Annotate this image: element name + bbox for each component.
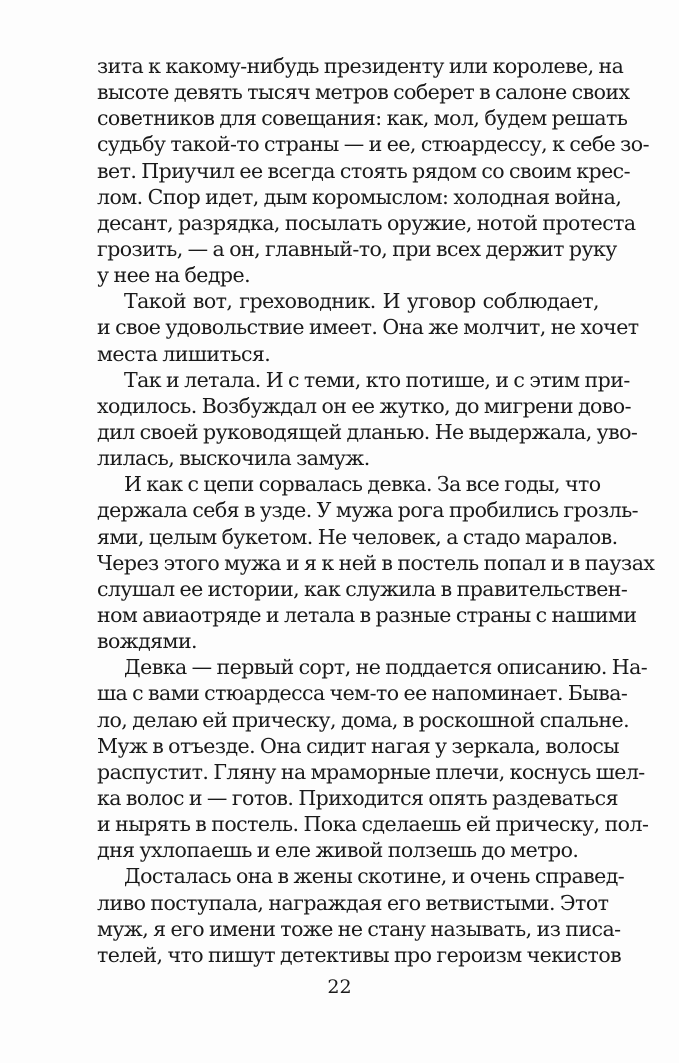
text-line: судьбу такой-то страны — и ее, стюардессу, к себе зо- <box>97 132 649 157</box>
text-line: ливо поступала, награждая его ветвистыми. Этот <box>97 890 609 915</box>
text-line: ка волос и — готов. Приходится опять раздеваться <box>97 785 618 810</box>
text-line: вет. Приучил ее всегда стоять рядом со своим крес- <box>97 158 630 183</box>
paragraph <box>97 53 649 288</box>
paragraph <box>97 471 655 654</box>
text-line: Такой вот, греховодник. И уговор соблюдает, <box>124 289 599 314</box>
text-line: телей, что пишут детективы про героизм чекистов <box>97 942 622 967</box>
text-line: вождями. <box>97 629 198 654</box>
text-line: Муж в отъезде. Она сидит нагая у зеркала, волосы <box>97 733 620 758</box>
text-line: ходилось. Возбуждал он ее жутко, до мигрени дово- <box>97 393 631 418</box>
paragraph <box>97 367 638 472</box>
text-line: ша с вами стюардесса чем-то ее напоминает. Быва- <box>97 681 628 706</box>
text-line: зита к какому-нибудь президенту или королеве, на <box>97 54 624 78</box>
text-line: Девка — первый сорт, не поддается описанию. На- <box>124 655 648 680</box>
text-line: места лишиться. <box>97 341 271 366</box>
text-line: ло, делаю ей прическу, дома, в роскошной спальне. <box>97 707 630 732</box>
body-text <box>97 53 655 968</box>
text-line: держала себя в узде. У мужа рога пробились грозль- <box>97 498 639 523</box>
paragraph <box>97 654 649 863</box>
text-line: советников для совещания: как, мол, будем решать <box>97 106 628 131</box>
text-line: лилась, выскочила замуж. <box>97 446 370 471</box>
text-line: и нырять в постель. Пока сделаешь ей прическу, пол- <box>97 812 649 837</box>
text-line: ями, целым букетом. Не человек, а стадо маралов. <box>97 524 618 549</box>
text-line: и свое удовольствие имеет. Она же молчит, не хочет <box>97 315 639 340</box>
text-line: десант, разрядка, посылать оружие, нотой протеста <box>97 210 636 235</box>
text-line: ном авиаотряде и летала в разные страны с нашими <box>97 602 637 627</box>
text-line: грозить, — а он, главный-то, при всех держит руку <box>97 236 617 261</box>
text-line: слушал ее истории, как служила в правительствен- <box>97 576 628 601</box>
text-line: лом. Спор идет, дым коромыслом: холодная война, <box>97 184 622 209</box>
text-line: распустит. Гляну на мраморные плечи, коснусь шел- <box>97 759 645 784</box>
paragraph <box>97 863 625 968</box>
text-line: у нее на бедре. <box>97 263 251 288</box>
text-line: Досталась она в жены скотине, и очень справед- <box>124 864 625 889</box>
page-number: 22 <box>327 976 352 998</box>
text-line: высоте девять тысяч метров соберет в салоне своих <box>97 80 630 105</box>
text-line: Так и летала. И с теми, кто потише, и с этим при- <box>124 367 630 392</box>
paragraph <box>97 288 639 366</box>
text-line: Через этого мужа и я к ней в постель попал и в паузах <box>97 550 655 575</box>
text-line: муж, я его имени тоже не стану называть, из писа- <box>97 916 621 941</box>
text-line: И как с цепи сорвалась девка. За все годы, что <box>124 472 601 497</box>
text-line: дня ухлопаешь и еле живой ползешь до метро. <box>97 838 579 863</box>
text-line: дил своей руководящей дланью. Не выдержала, уво- <box>97 419 638 444</box>
